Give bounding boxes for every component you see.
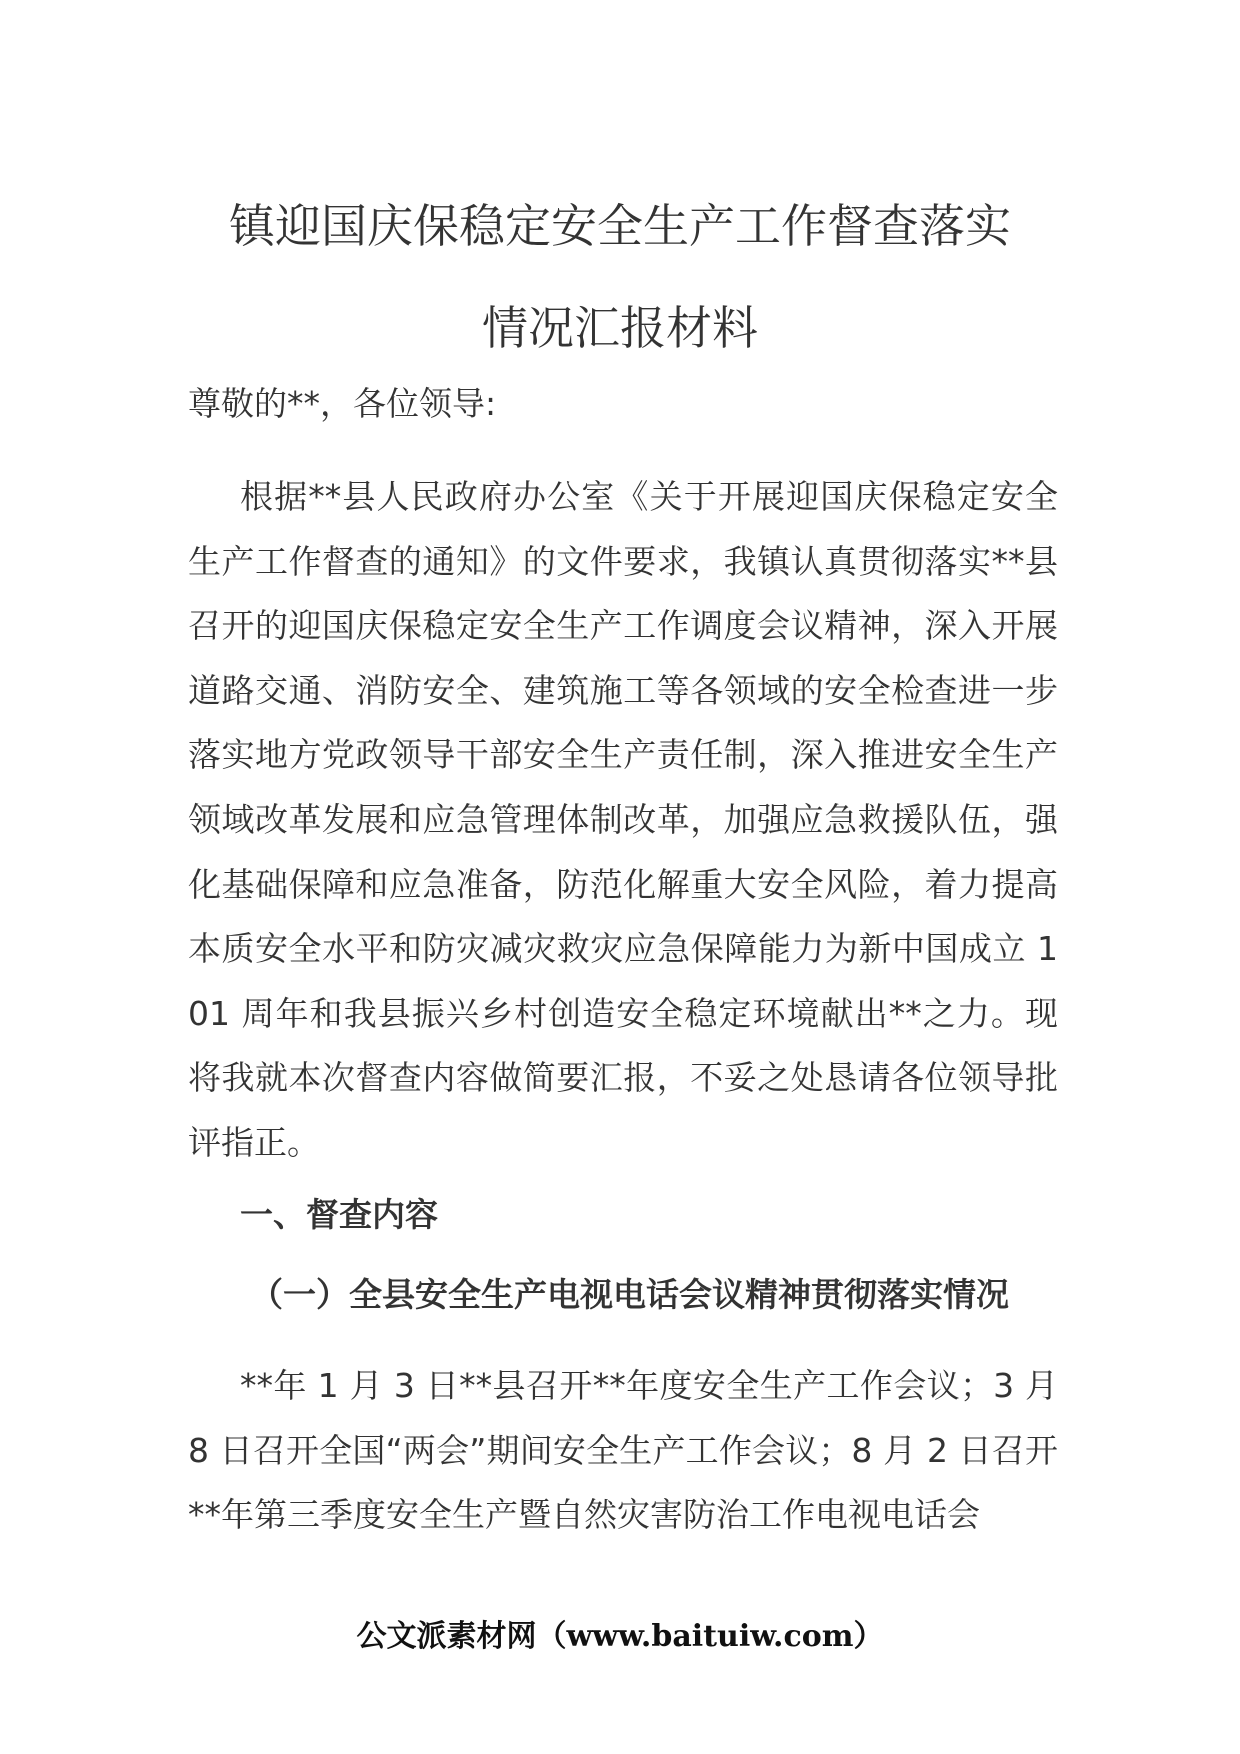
section-heading-1: 一、督查内容 (240, 1195, 438, 1234)
document-title-line-2: 情况汇报材料 (482, 301, 758, 355)
subsection-heading-1: （一）全县安全生产电视电话会议精神贯彻落实情况 (250, 1275, 1009, 1314)
salutation: 尊敬的**，各位领导: (188, 384, 497, 423)
footer-watermark: 公文派素材网（www.baituiw.com） (356, 1619, 884, 1654)
document-title-line-1: 镇迎国庆保稳定安全生产工作督查落实 (229, 199, 1011, 253)
subsection-paragraph: **年 1 月 3 日**县召开**年度安全生产工作会议；3 月 8 日召开全国“两会”期间安全生产工作会议；8 月 2 日召开**年第三季度安全生产暨自然灾害防治工作电视电话会 (188, 1366, 1058, 1535)
intro-paragraph: 根据**县人民政府办公室《关于开展迎国庆保稳定安全生产工作督查的通知》的文件要求，我镇认真贯彻落实**县召开的迎国庆保稳定安全生产工作调度会议精神，深入开展道路交通、消防安全、建筑施工等各领域的安全检查进一步落实地方党政领导干部安全生产责任制，深入推进安全生产领域改革发展和应急管理体制改革，加强应急救援队伍，强化基础保障和应急准备，防范化解重大安全风险，着力提高本质安全水平和防灾减灾救灾应急保障能力为新中国成立 101 周年和我县振兴乡村创造安全稳定环境献出**之力。现将我就本次督查内容做简要汇报，不妥之处恳请各位领导批评指正。 (188, 477, 1058, 1162)
